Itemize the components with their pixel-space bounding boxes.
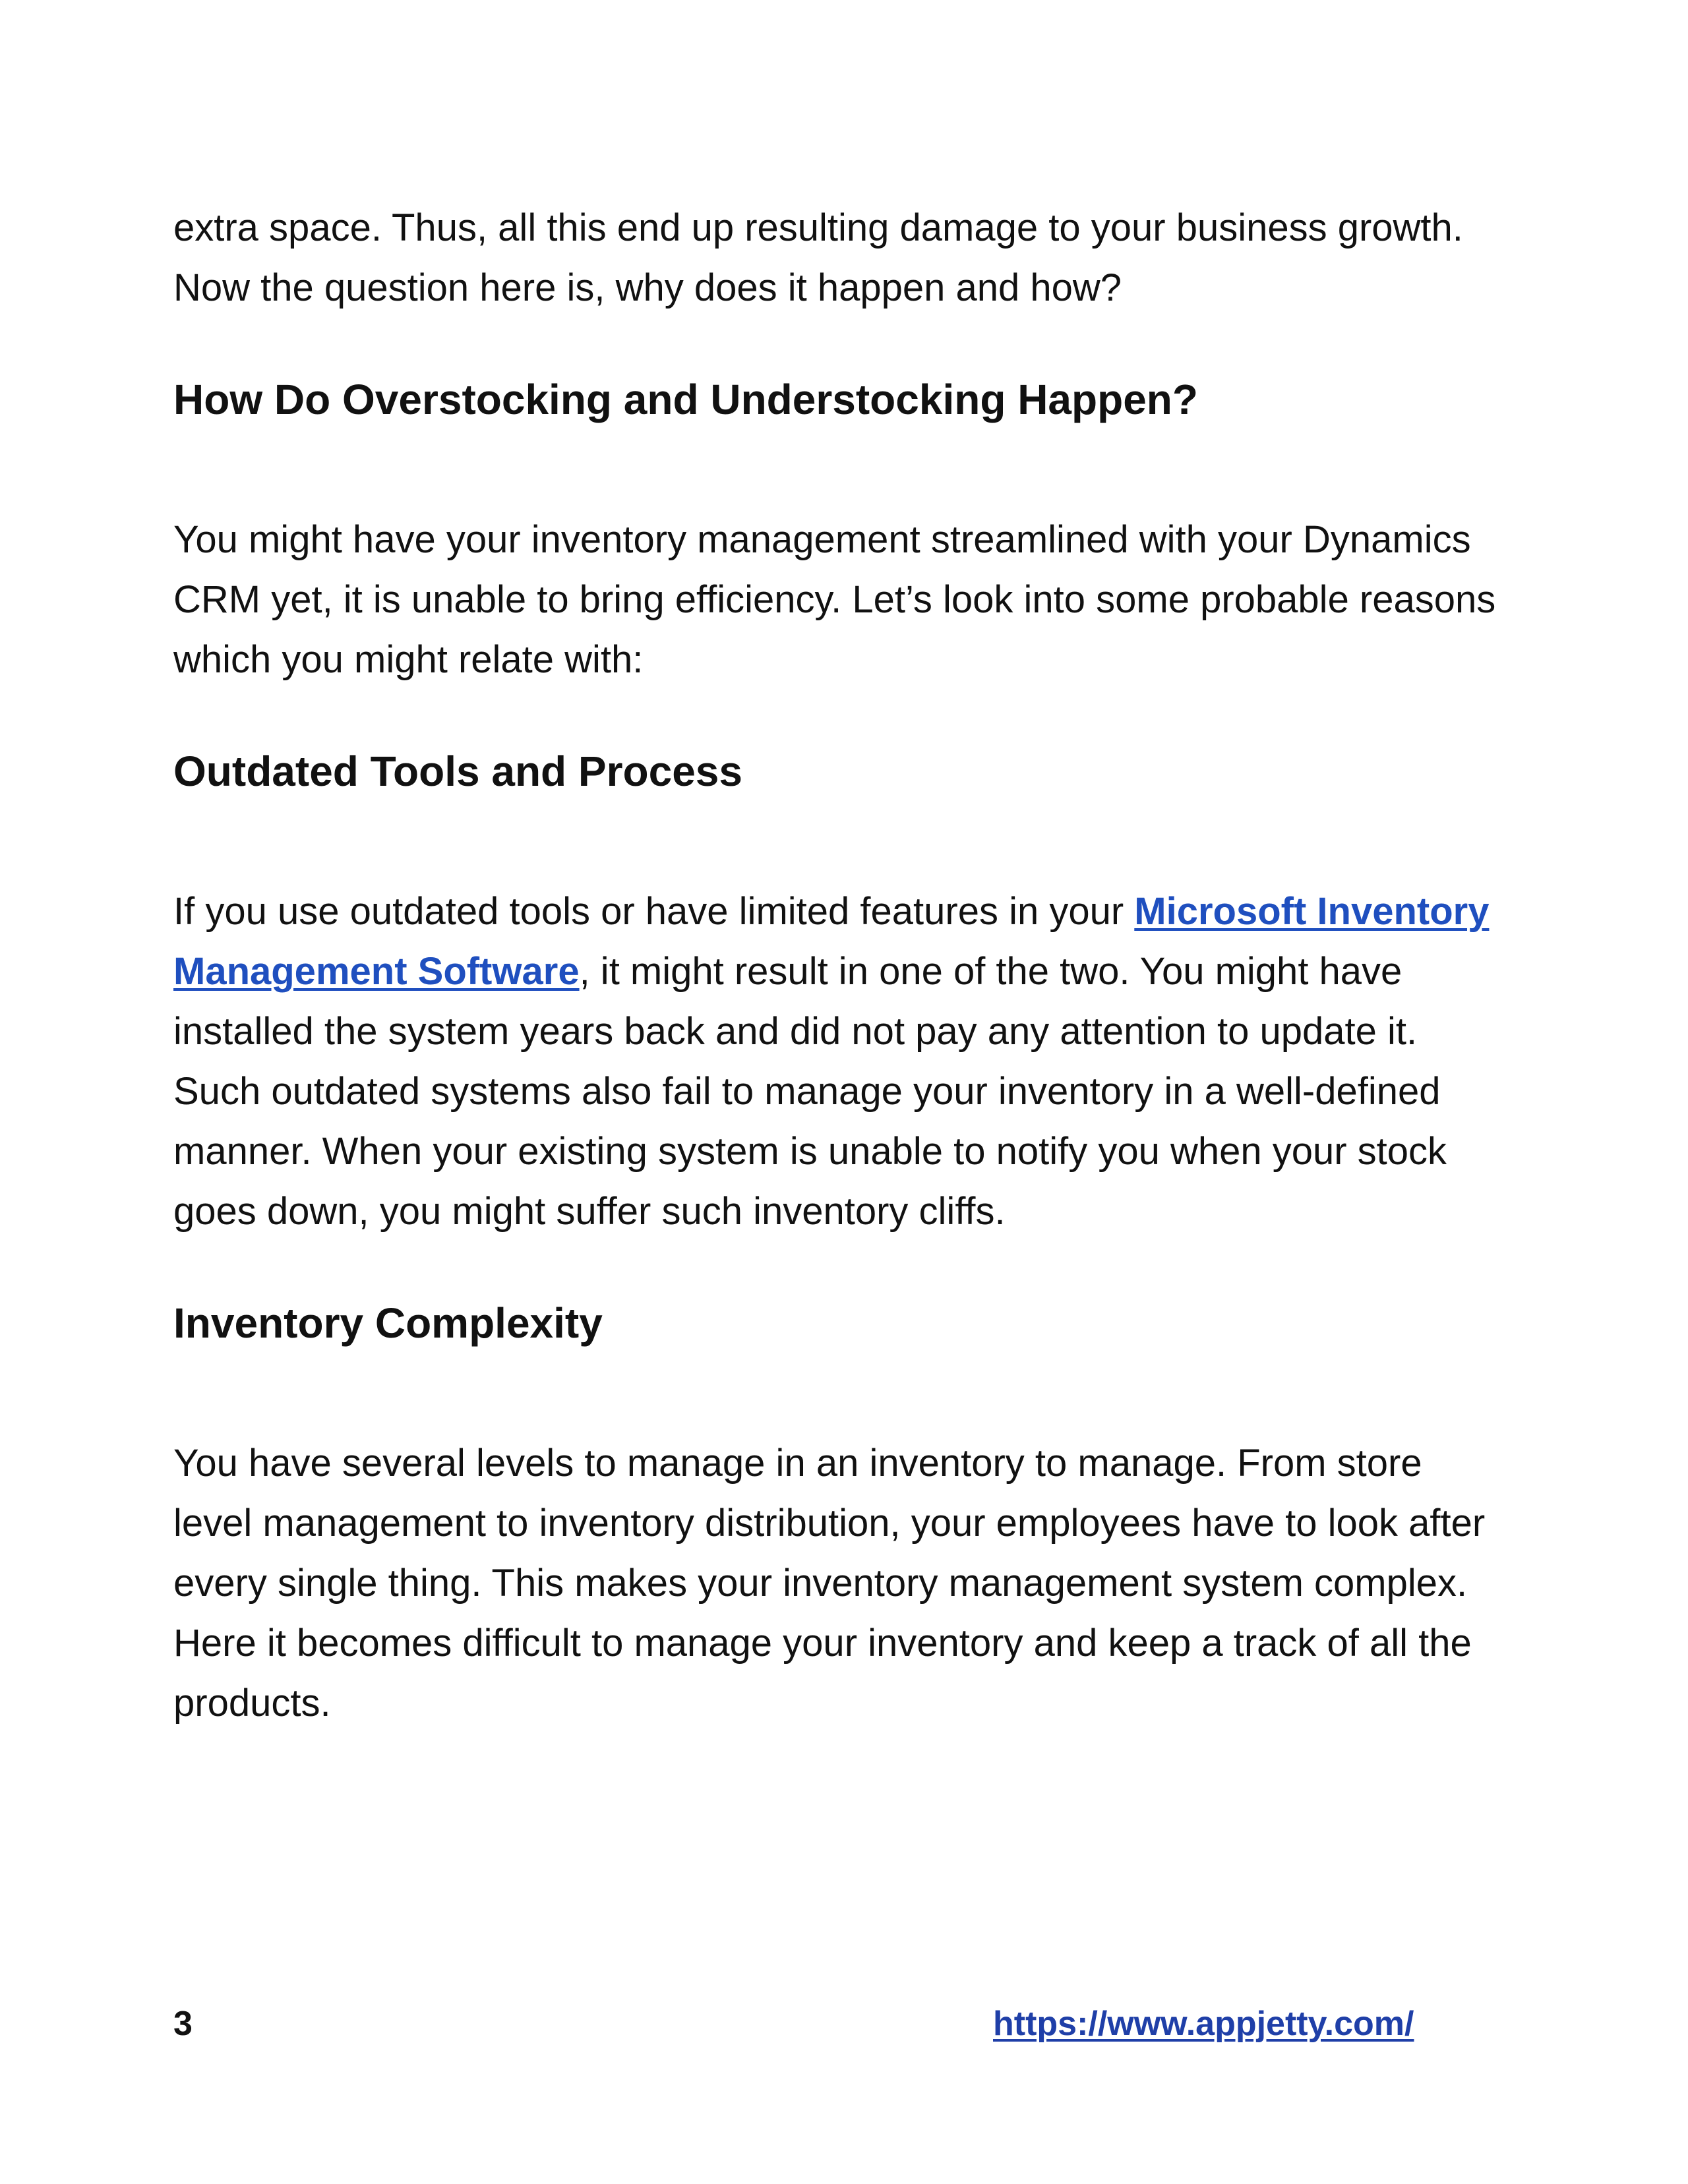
paragraph-reasons: You might have your inventory management streamlined with your Dynamics CRM yet, it is unable to bring efficiency. Let’s look into some probable reasons which you might relate with: — [173, 518, 1496, 681]
paragraph-outdated-tools-text-end: , it might result in one of the two. You might have installed the system years back and did not pay any attention to update it. Such outdated systems also fail to manage your inventory in a well-defined manner. When your existing system is unable to notify you when your stock goes down, you might suffer such inventory cliffs. — [173, 950, 1447, 1233]
page-number: 3 — [173, 2005, 193, 2043]
page-content — [173, 198, 1505, 1733]
paragraph-intro: extra space. Thus, all this end up resulting damage to your business growth. Now the question here is, why does it happen and how? — [173, 206, 1463, 309]
heading-overstocking: How Do Overstocking and Understocking Happen? — [173, 376, 1198, 423]
paragraph-outdated-tools — [173, 881, 1505, 1241]
paragraph-inventory-complexity: You have several levels to manage in an inventory to manage. From store level management to inventory distribution, your employees have to look after every single thing. This makes your inventory management system complex. Here it becomes difficult to manage your inventory and keep a track of all the products. — [173, 1442, 1486, 1725]
footer-url-link[interactable]: https://www.appjetty.com/ — [993, 2005, 1414, 2043]
heading-inventory-complexity: Inventory Complexity — [173, 1299, 603, 1347]
heading-outdated-tools: Outdated Tools and Process — [173, 748, 742, 795]
microsoft-inventory-link[interactable]: Microsoft Inventory Management Software — [173, 890, 1490, 993]
paragraph-outdated-tools-text-start: If you use outdated tools or have limited features in your — [173, 890, 1135, 933]
